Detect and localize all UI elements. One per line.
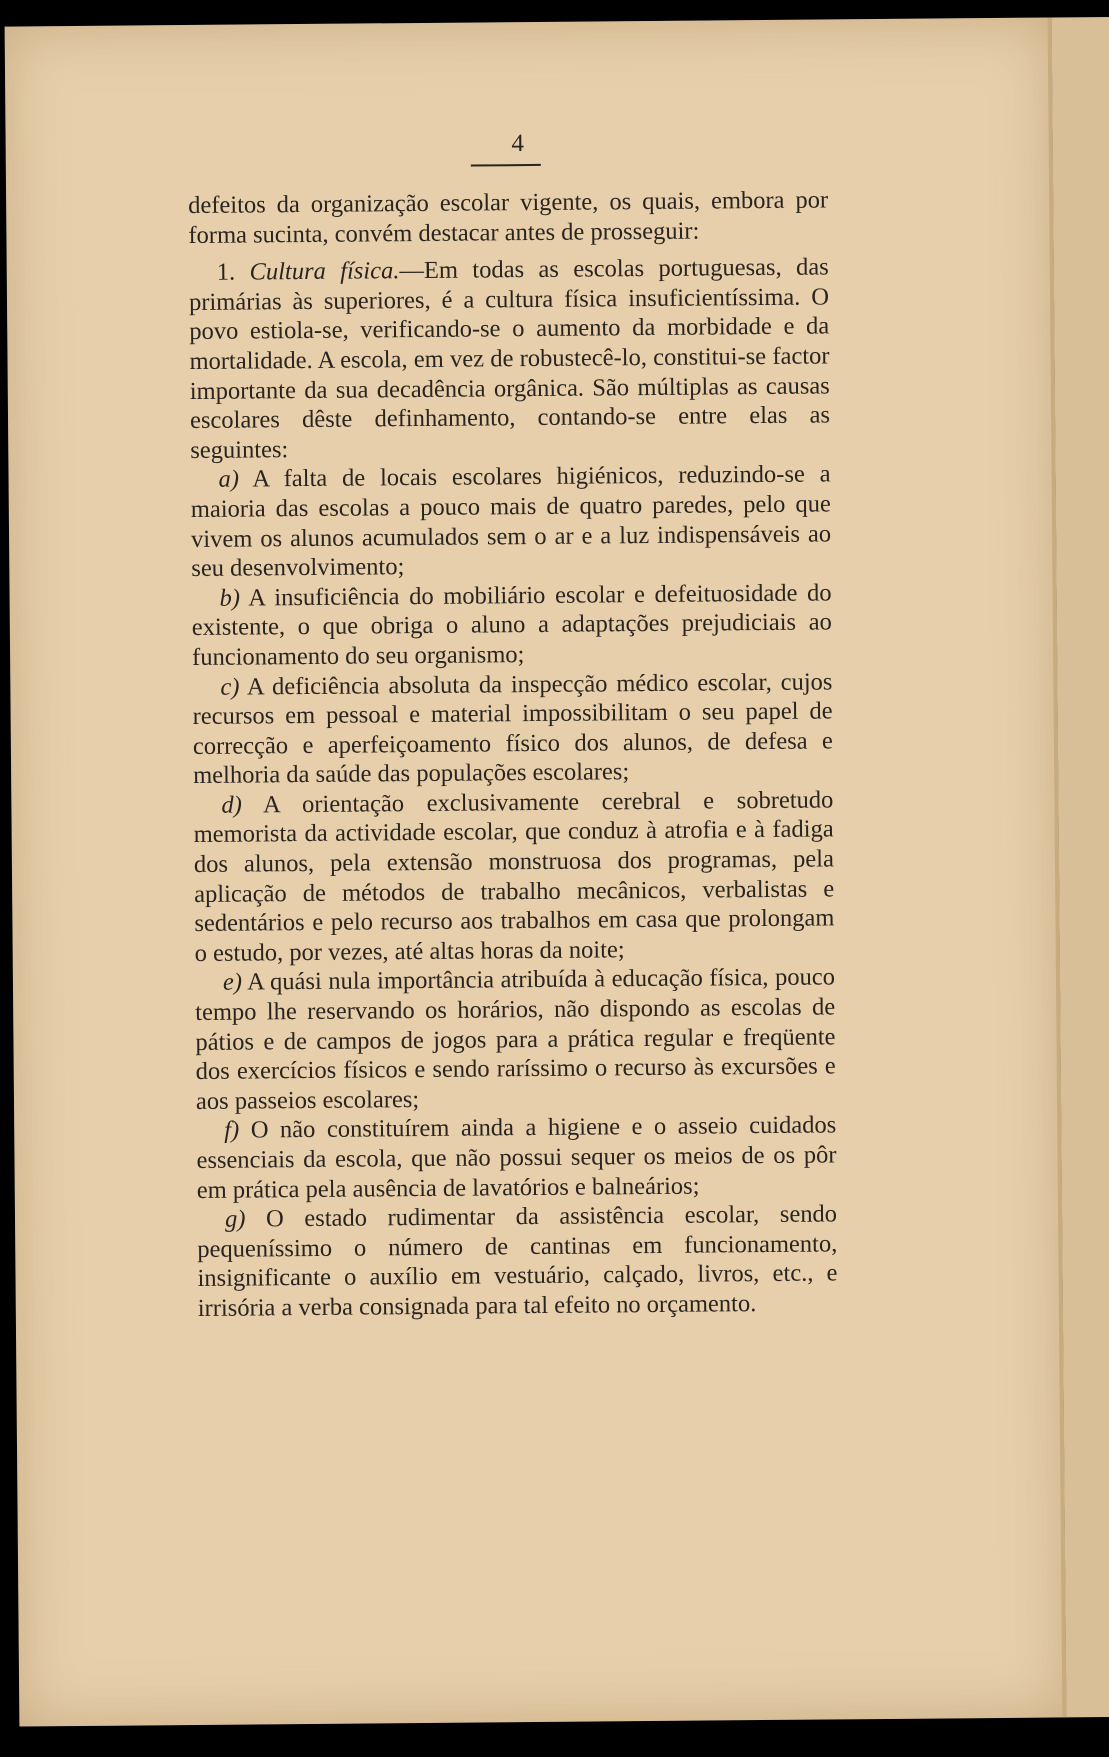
item-letter: b) bbox=[219, 584, 241, 612]
list-item bbox=[191, 578, 832, 672]
item-text: O estado rudimentar da assistência escolar, sendo pequeníssimo o número de cantinas em funcionamento, insignificante o auxílio em vestuário, calçado, livros, etc., e irrisória a verba consignada para tal efeito no orçamento. bbox=[197, 1200, 838, 1322]
item-letter: f) bbox=[224, 1117, 240, 1145]
list-item bbox=[197, 1200, 838, 1324]
list-item bbox=[190, 460, 831, 584]
page-number-rule bbox=[471, 164, 541, 167]
list-item bbox=[192, 667, 833, 791]
item-text: A falta de locais escolares higiénicos, reduzindo-se a maioria das escolas a pouco mais de quatro paredes, pelo que vivem os alunos acumulados sem o ar e a luz indispensáveis ao seu desenvolvimento; bbox=[190, 460, 832, 583]
item-letter: a) bbox=[218, 465, 240, 494]
section-dash: — bbox=[399, 257, 425, 285]
item-text: A insuficiência do mobiliário escolar e defeituosidade do existente, o que obriga o aluno a adaptações prejudiciais ao funcionamento do seu organismo; bbox=[191, 579, 832, 671]
section-number: 1. bbox=[216, 258, 236, 286]
item-letter: c) bbox=[220, 673, 240, 701]
list-item bbox=[196, 1111, 837, 1205]
intro-paragraph: defeitos da organização escolar vigente, os quais, embora por forma sucinta, convém destacar antes de prosseguir: bbox=[188, 186, 829, 249]
item-text: A deficiência absoluta da inspecção médico escolar, cujos recursos em pessoal e material impossibilitam o seu papel de correcção e aperfeiçoamento físico dos alunos, de defesa e melhoria da saúde das populações escolares; bbox=[192, 667, 833, 790]
section-body: Em todas as escolas portuguesas, das primárias às superiores, é a cultura física insuficientíssima. O povo estiola-se, verificando-se o aumento da morbidade e da mortalidade. A escola, em vez de robustecê-lo, constitui-se factor importante da sua decadência orgânica. São múltiplas as causas escolares dêste definhamento, contando-se entre elas as seguintes: bbox=[188, 253, 831, 464]
item-text: O não constituírem ainda a higiene e o asseio cuidados essenciais da escola, que não possui sequer os meios de os pôr em prática pela ausência de lavatórios e balneários; bbox=[196, 1111, 837, 1204]
item-text: A quási nula importância atribuída à educação física, pouco tempo lhe reservando os horários, não dispondo as escolas de pátios e de campos de jogos para a prática regular e freqüente dos exercícios físicos e sendo raríssimo o recurso às excursões e aos passeios escolares; bbox=[195, 963, 836, 1115]
item-letter: d) bbox=[221, 791, 242, 819]
item-letter: e) bbox=[222, 969, 243, 997]
list-item bbox=[195, 963, 836, 1117]
page-paper bbox=[5, 17, 1067, 1726]
item-letter: g) bbox=[224, 1205, 246, 1233]
page-number: 4 bbox=[511, 130, 525, 158]
list-item bbox=[193, 785, 835, 968]
page-text-block bbox=[188, 127, 838, 1323]
item-text: A orientação exclusivamente cerebral e sobretudo memorista da actividade escolar, que conduz à atrofia e à fadiga dos alunos, pela extensão monstruosa dos programas, pela aplicação de métodos de trabalho mecânicos, verbalistas e sedentários e pelo recurso aos trabalhos em casa que prolongam o estudo, por vezes, até altas horas da noite; bbox=[193, 786, 835, 967]
section-paragraph bbox=[189, 253, 831, 466]
section-title: Cultura física. bbox=[249, 257, 400, 286]
